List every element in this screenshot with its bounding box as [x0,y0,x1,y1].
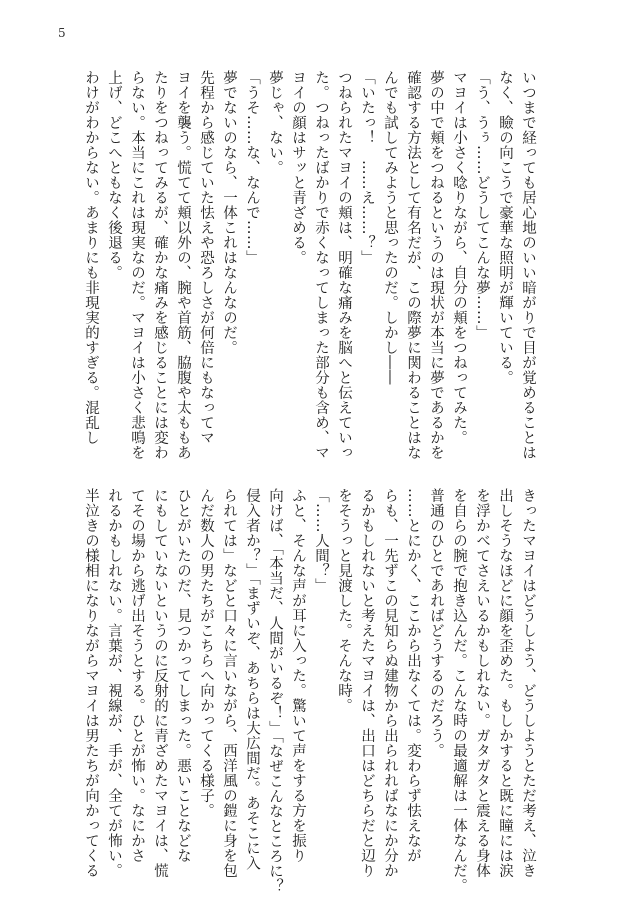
text-line: んでも試してみようと思ったのだ。しかし―― [382,70,398,385]
text-line: ひとがいたのだ、見つかってしまった。悪いことなどな [175,488,191,863]
text-line: られては」などと口々に言いながら、西洋風の鎧に身を包 [221,488,237,878]
text-line: 「う、うぅ……どうしてこんな夢……」 [474,70,490,340]
text-line: を浮かべてさえいるかもしれない。ガタガタと震える身体 [474,488,490,878]
text-line: 夢の中で頬をつねるというのは現状が本当に夢であるかを [428,70,444,460]
text-line: にもしていないというのに反射的に青ざめたマヨイは、慌 [152,488,168,878]
text-line: てその場から逃げ出そうとする。ひとが怖い。なにかさ [129,488,145,863]
text-line: れるかもしれない。言葉が、視線が、手が、全てが怖い。 [106,488,122,878]
text-line: ヨイを襲う。慌てて頬以外の、腕や首筋、脇腹や太ももあ [175,70,191,460]
text-line: 向けば、「本当だ、人間がいるぞ！」「なぜこんなところに？ [267,488,283,894]
text-line: たりをつねってみるが、確かな痛みを感じることには変わ [152,70,168,460]
text-line: 先程から感じていた怯えや恐ろしさが何倍にもなってマ [198,70,214,445]
text-line: を自らの腕で抱き込んだ。こんな時の最適解は一体なんだ。 [451,488,467,893]
text-line: つねられたマヨイの頬は、明確な痛みを脳へと伝えていっ [336,70,352,460]
text-line: 半泣きの様相になりながらマヨイは男たちが向かってくる [83,488,99,878]
text-line: らも、一先ずこの見知らぬ建物から出られればなにか分か [382,488,398,878]
text-line: をそうっと見渡した。そんな時。 [336,488,352,713]
text-line: らない。本当にこれは現実なのだ。マヨイは小さく悲鳴を [129,70,145,460]
text-line: た。つねったばかりで赤くなってしまった部分も含め、マ [313,70,329,460]
text-line: いつまで経っても居心地のいい暗がりで目が覚めることは [520,70,536,460]
text-line: 「うそ……な、なんで……」 [244,70,260,265]
page-number: 5 [58,26,66,40]
text-block-top [83,70,539,460]
text-line: 出しそうなほどに顔を歪めた。もしかすると既に瞳には涙 [497,488,513,878]
text-line: ヨイの顔はサッと青ざめる。 [290,70,306,265]
text-line: るかもしれないと考えたマヨイは、出口はどちらだと辺り [359,488,375,878]
text-line: きったマヨイはどうしよう、どうしようとただ考え、泣き [520,488,536,878]
text-line: マヨイは小さく唸りながら、自分の頬をつねってみた。 [451,70,467,445]
text-line: 確認する方法として有名だが、この際夢に関わることはな [405,70,421,460]
text-line: 侵入者か？」「まずいぞ、あちらは大広間だ。あそこに入 [244,488,260,871]
text-line: ……とにかく、ここから出なくては。変わらず怯えなが [405,488,421,863]
text-line: わけがわからない。あまりにも非現実的すぎる。混乱し [83,70,99,445]
text-line: なく、瞼の向こうで豪華な照明が輝いている。 [497,70,513,385]
text-line: 「……人間？」 [313,488,329,593]
text-line: 「いたっ！ ……え……？」 [359,70,375,265]
text-line: 夢でないのなら、一体これはなんなのだ。 [221,70,237,355]
text-block-bottom [83,488,539,894]
text-line: 普通のひとであればどうするのだろう。 [428,488,444,758]
text-line: ふと、そんな声が耳に入った。驚いて声をする方を振り [290,488,306,863]
text-line: 夢じゃ、ない。 [267,70,283,175]
text-line: んだ数人の男たちがこちらへ向かってくる様子。 [198,488,214,818]
text-line: 上げ、どこへともなく後退る。 [106,70,122,280]
